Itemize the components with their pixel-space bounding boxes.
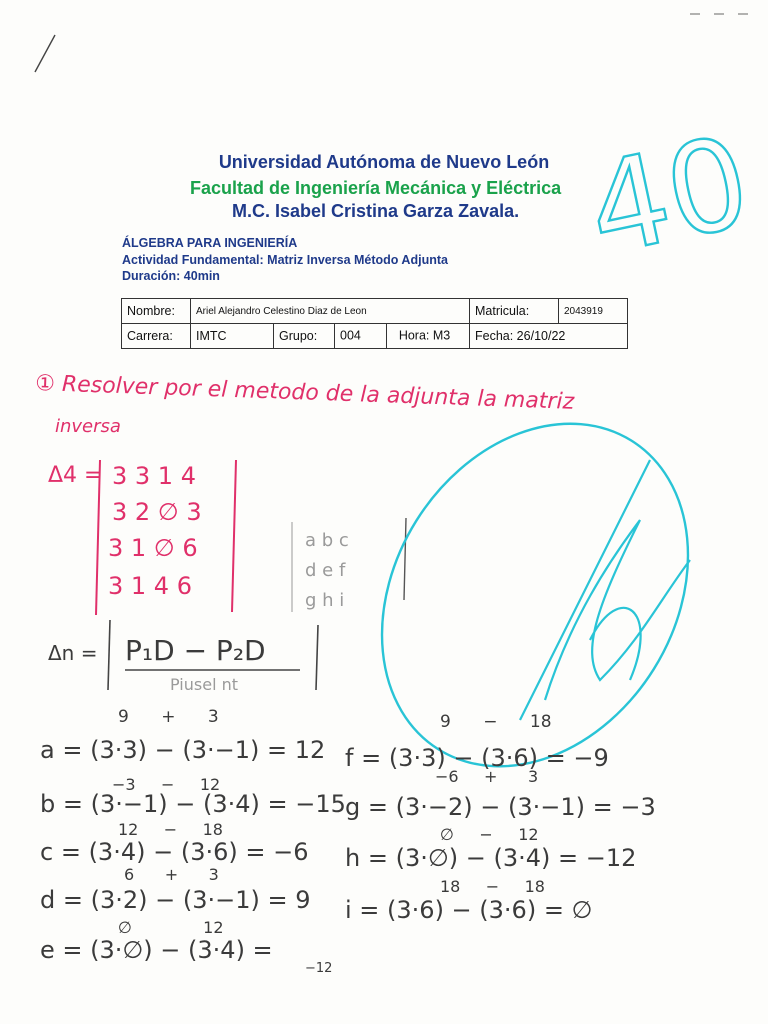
matrix-row-3: 3 1 ∅ 6 xyxy=(108,534,198,562)
eq-g-top: −6 + 3 xyxy=(435,767,539,786)
matrix-row-1: 3 3 1 4 xyxy=(112,462,196,490)
eq-i-top: 18 − 18 xyxy=(440,877,545,896)
eq-e: e = (3·∅) − (3·4) = xyxy=(40,936,273,964)
letters-row-2: d e f xyxy=(305,560,346,581)
course-activity: Actividad Fundamental: Matriz Inversa Método Adjunta xyxy=(122,253,448,267)
matricula-value: 2043919 xyxy=(559,299,628,324)
fecha-value: Fecha: 26/10/22 xyxy=(470,324,628,349)
eq-g: g = (3·−2) − (3·−1) = −3 xyxy=(345,793,656,821)
instruction-line-2: inversa xyxy=(55,416,121,437)
eq-h: h = (3·∅) − (3·4) = −12 xyxy=(345,844,637,872)
professor-name: M.C. Isabel Cristina Garza Zavala. xyxy=(232,201,520,221)
eq-c: c = (3·4) − (3·6) = −6 xyxy=(40,838,309,866)
carrera-value: IMTC xyxy=(191,324,274,349)
eq-i: i = (3·6) − (3·6) = ∅ xyxy=(345,896,593,924)
eq-d-top: 6 + 3 xyxy=(124,865,219,884)
formula-label: Δn = xyxy=(48,641,98,665)
formula-top: P₁D − P₂D xyxy=(125,634,266,667)
formula-bottom: Piusel nt xyxy=(170,675,239,694)
eq-a-top: 9 + 3 xyxy=(118,707,219,727)
eq-b: b = (3·−1) − (3·4) = −15 xyxy=(40,790,346,818)
eq-b-top: −3 − 12 xyxy=(112,775,221,794)
matricula-label: Matricula: xyxy=(470,299,559,324)
faculty-title: Facultad de Ingeniería Mecánica y Eléctrica xyxy=(190,178,562,198)
eq-f: f = (3·3) − (3·6) = −9 xyxy=(345,744,609,772)
eq-d: d = (3·2) − (3·−1) = 9 xyxy=(40,886,311,914)
nombre-label: Nombre: xyxy=(122,299,191,324)
course-duration: Duración: 40min xyxy=(122,269,220,283)
delta-label: Δ4 = xyxy=(48,463,103,488)
eq-h-top: ∅ − 12 xyxy=(440,825,539,844)
letters-row-1: a b c xyxy=(305,530,349,551)
eq-f-top: 9 − 18 xyxy=(440,712,552,732)
matrix-row-4: 3 1 4 6 xyxy=(108,572,192,600)
nombre-value: Ariel Alejandro Celestino Diaz de Leon xyxy=(191,299,470,324)
matrix-row-2: 3 2 ∅ 3 xyxy=(112,498,202,526)
letters-row-3: g h i xyxy=(305,590,345,611)
eq-e-top: ∅ 12 xyxy=(118,918,224,937)
grupo-label: Grupo: xyxy=(274,324,335,349)
instruction-line-1: ① Resolver por el metodo de la adjunta la matriz xyxy=(34,371,575,415)
eq-c-top: 12 − 18 xyxy=(118,820,223,839)
carrera-label: Carrera: xyxy=(122,324,191,349)
university-title: Universidad Autónoma de Nuevo León xyxy=(218,152,550,172)
eq-e-result: −12 xyxy=(305,961,333,976)
eq-a: a = (3·3) − (3·−1) = 12 xyxy=(40,736,326,764)
grade-mark: 40 xyxy=(575,109,762,285)
grupo-value: 004 xyxy=(340,328,361,343)
hora-value: Hora: M3 xyxy=(398,328,451,343)
course-subject: ÁLGEBRA PARA INGENIERÍA xyxy=(122,236,298,250)
